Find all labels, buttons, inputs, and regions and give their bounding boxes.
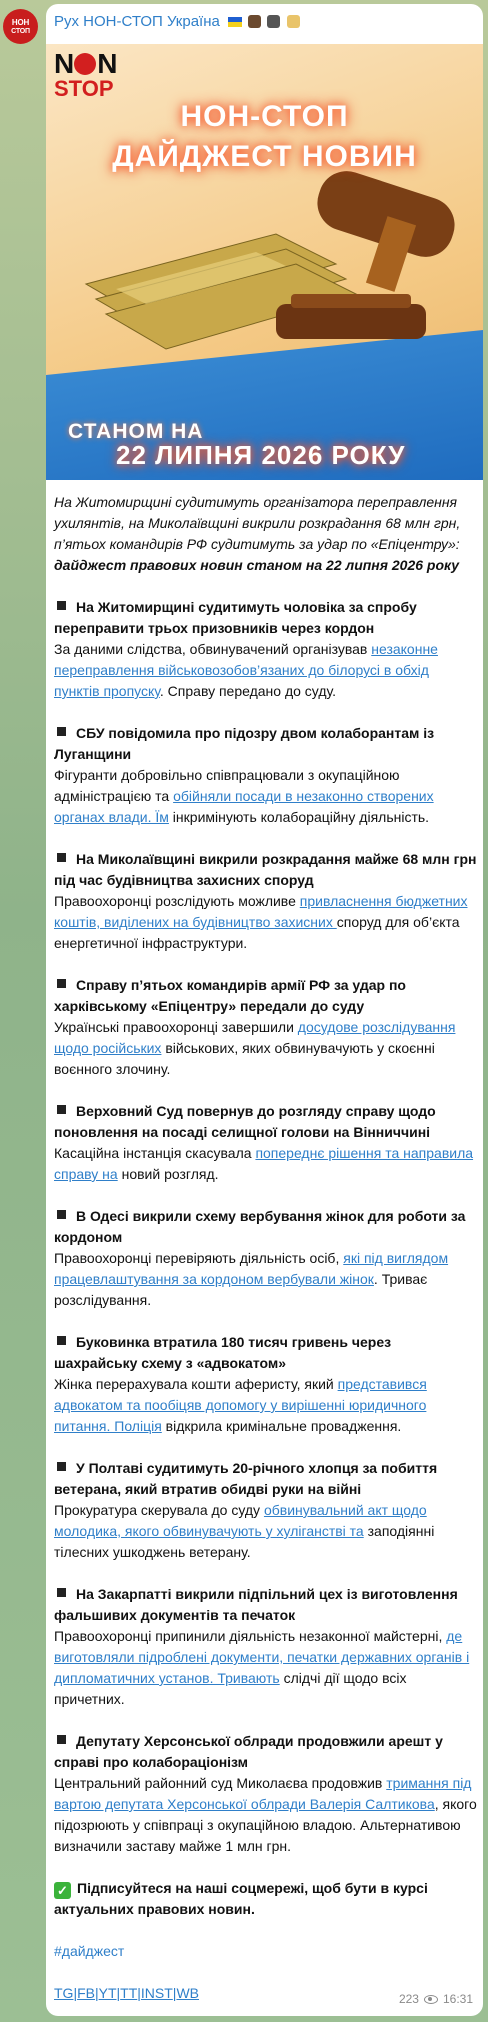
news-heading: На Житомирщині судитимуть чоловіка за спробу переправити трьох призовників через кордон <box>54 599 417 636</box>
social-link-wb[interactable]: WB <box>176 1985 199 2001</box>
news-text: Правоохоронці перевіряють діяльність осіб, <box>54 1250 344 1266</box>
social-link-inst[interactable]: INST <box>140 1985 173 2001</box>
news-link[interactable]: які під виглядом працевлаштування за кордоном вербували жінок <box>54 1250 449 1287</box>
news-text: Правоохоронці розслідують можливе <box>54 893 300 909</box>
message-text <box>54 492 478 2004</box>
memo-emoji-icon <box>287 15 300 28</box>
news-text: інкримінують колабораційну діяльність. <box>168 809 430 825</box>
banner-title-line2: ДАЙДЖЕСТ НОВИН <box>112 140 417 173</box>
bullet-square-icon <box>57 601 66 610</box>
bullet-square-icon <box>57 1462 66 1471</box>
banner-date-line2: 22 ЛИПНЯ 2026 РОКУ <box>116 440 406 470</box>
intro-italic: На Житомирщині судитимуть організатора переправлення ухилянтів, на Миколаївщині викрили розкрадання 68 млн грн, п’ятьох командирів РФ судитимуть за удар по «Епіцентру»: <box>54 494 461 552</box>
news-text: Фігуранти добровільно співпрацювали з окупаційною адміністрацією та <box>54 767 400 804</box>
news-item <box>54 1731 478 1857</box>
news-heading: Буковинка втратила 180 тисяч гривень через шахрайську схему з «адвокатом» <box>54 1334 392 1371</box>
news-text: Жінка перерахувала кошти аферисту, який <box>54 1376 338 1392</box>
judge-emoji-icon <box>248 15 261 28</box>
news-text: Правоохоронці припинили діяльність незаконної майстерні, <box>54 1628 447 1644</box>
bullet-square-icon <box>57 727 66 736</box>
news-item <box>54 1332 478 1437</box>
news-text: Прокуратура скерувала до суду <box>54 1502 264 1518</box>
news-link[interactable]: незаконне переправлення військовозобов’язаних до білорусі в обхід пунктів пропуску <box>54 641 438 699</box>
news-text: військових, яких обвинувачують у скоєнні воєнного злочину. <box>54 1040 435 1077</box>
news-text: . Справу передано до суду. <box>159 683 336 699</box>
news-link[interactable]: де виготовляли підроблені документи, печатки державних органів і дипломатичних установ. Тривають <box>54 1628 470 1686</box>
news-link[interactable]: тримання під вартою депутата Херсонської облради Валерія Салтикова <box>54 1775 472 1812</box>
social-link-tt[interactable]: TT <box>120 1985 138 2001</box>
news-text: заподіянні тілесних ушкоджень ветерану. <box>54 1523 435 1560</box>
news-text: новий розгляд. <box>117 1166 219 1182</box>
intro-bold: дайджест правових новин станом на 22 липня 2026 року <box>54 557 460 573</box>
news-heading: Верховний Суд повернув до розгляду справу щодо поновлення на посаді селищної голови на Вінниччині <box>54 1103 436 1140</box>
camera-emoji-icon <box>267 15 280 28</box>
check-mark-icon: ✓ <box>54 1882 71 1899</box>
bullet-square-icon <box>57 853 66 862</box>
ukraine-flag-icon <box>228 17 242 27</box>
news-text: . Триває розслідування. <box>54 1271 428 1308</box>
social-links: TG|FB|YT|TT|INST|WB <box>54 1985 199 2001</box>
channel-avatar[interactable] <box>3 9 38 44</box>
news-heading: Депутату Херсонської облради продовжили арешт у справі про колабораціонізм <box>54 1733 443 1770</box>
digest-intro <box>54 492 478 576</box>
news-text: Центральний районний суд Миколаєва продовжив <box>54 1775 387 1791</box>
news-text: слідчі дії щодо всіх причетних. <box>54 1670 407 1707</box>
news-text: Українські правоохоронці завершили <box>54 1019 298 1035</box>
news-heading: На Закарпатті викрили підпільний цех із виготовлення фальшивих документів та печаток <box>54 1586 458 1623</box>
subscribe-cta <box>54 1878 478 1920</box>
news-link[interactable]: попереднє рішення та направила справу на <box>54 1145 474 1182</box>
news-item <box>54 1458 478 1563</box>
news-text: Касаційна інстанція скасувала <box>54 1145 256 1161</box>
news-heading: Справу п’ятьох командирів армії РФ за удар по харківському «Епіцентру» передали до суду <box>54 977 406 1014</box>
news-text: За даними слідства, обвинувачений організував <box>54 641 372 657</box>
news-item <box>54 1101 478 1185</box>
message-time: 16:31 <box>442 1992 473 2006</box>
hashtag-link[interactable]: #дайджест <box>54 1943 125 1959</box>
news-item <box>54 1584 478 1710</box>
social-link-yt[interactable]: YT <box>98 1985 117 2001</box>
bullet-square-icon <box>57 1210 66 1219</box>
view-count: 223 <box>398 1992 419 2006</box>
news-heading: В Одесі викрили схему вербування жінок для роботи за кордоном <box>54 1208 466 1245</box>
social-link-tg[interactable]: TG <box>54 1985 74 2001</box>
gavel-icon <box>256 164 466 364</box>
news-link[interactable]: обійняли посади в незаконно створених органах влади. Їм <box>54 788 434 825</box>
banner-date-line1: СТАНОМ НА <box>68 420 204 443</box>
news-item <box>54 1206 478 1311</box>
bullet-square-icon <box>57 1336 66 1345</box>
news-item <box>54 975 478 1080</box>
news-heading: У Полтаві судитимуть 20-річного хлопця за побиття ветерана, який втратив обидві руки на війні <box>54 1460 438 1497</box>
news-item <box>54 597 478 702</box>
social-link-fb[interactable]: FB <box>77 1985 95 2001</box>
news-text: , якого підозрюють у співпраці з окупаційною владою. Альтернативою визначили заставу майже 1 млн грн. <box>54 1796 477 1854</box>
news-text: відкрила кримінальне провадження. <box>161 1418 402 1434</box>
news-heading: СБУ повідомила про підозру двом колаборантам із Луганщини <box>54 725 435 762</box>
avatar-text-line2: СТОП <box>11 27 30 35</box>
channel-name[interactable] <box>54 13 300 30</box>
bullet-square-icon <box>57 1588 66 1597</box>
bullet-square-icon <box>57 1735 66 1744</box>
avatar-text-line1: НОН <box>11 17 30 27</box>
eye-icon <box>424 1995 438 2004</box>
news-link[interactable]: обвинувальний акт щодо молодика, якого обвинувачують у хуліганстві та <box>54 1502 427 1539</box>
channel-title: Рух НОН-СТОП Україна <box>54 13 220 30</box>
news-link[interactable]: досудове розслідування щодо російських <box>54 1019 456 1056</box>
news-link[interactable]: привласнення бюджетних коштів, виділених на будівництво захисних <box>54 893 468 930</box>
message-bubble <box>46 4 483 2016</box>
message-meta <box>399 1992 473 2006</box>
banner-title-line1: НОН-СТОП <box>180 100 349 133</box>
news-link[interactable]: представився адвокатом та пообіцяв допомогу у вирішенні юридичного питання. Поліція <box>54 1376 427 1434</box>
nonstop-logo: N N STOP <box>54 48 117 101</box>
news-item <box>54 723 478 828</box>
bullet-square-icon <box>57 979 66 988</box>
digest-banner-image[interactable] <box>46 44 483 480</box>
news-item <box>54 849 478 954</box>
news-heading: На Миколаївщині викрили розкрадання майже 68 млн грн під час будівництва захисних споруд <box>54 851 477 888</box>
bullet-square-icon <box>57 1105 66 1114</box>
news-text: споруд для об’єкта енергетичної інфраструктури. <box>54 914 460 951</box>
cta-text: Підписуйтеся на наші соцмережі, щоб бути в курсі актуальних правових новин. <box>54 1880 428 1917</box>
